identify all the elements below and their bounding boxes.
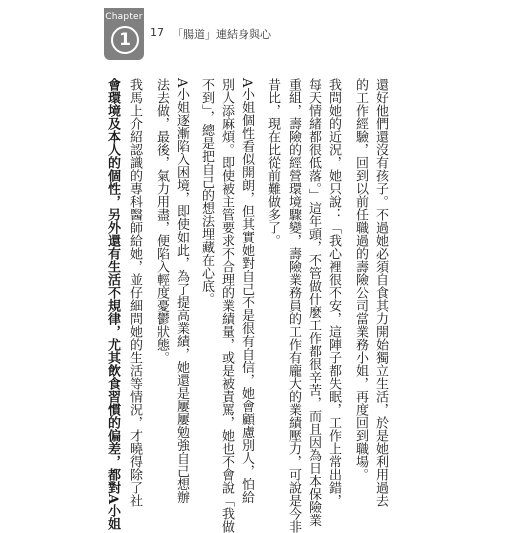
text-column: 重組，壽險的經營環境驟變，壽險業務員的工作有龐大的業績壓力，可說是今非 xyxy=(286,78,301,533)
text-column: A小姐個性看似開朗，但其實她對自己不是很有自信，她會顧慮別人，怕給 xyxy=(239,78,254,504)
text-column: 法去做，最後，氣力用盡，便陷入輕度憂鬱狀態。 xyxy=(154,78,169,364)
chapter-number: 1 xyxy=(111,26,139,54)
text-column: 不到」，總是把自己的想法埋藏在心底。 xyxy=(199,78,214,306)
chapter-label: Chapter xyxy=(105,12,143,22)
chapter-badge xyxy=(104,8,144,60)
text-column: 我問她的近況，她只說：「我心裡很不安，這陣子都失眠，工作上常出錯， xyxy=(326,78,341,507)
page-number: 17 xyxy=(150,26,164,39)
text-column: 我馬上介紹認識的專科醫師給她，並仔細問她的生活等情況，才曉得除了社 xyxy=(127,78,142,507)
text-column: 的工作經驗，回到以前任職過的壽險公司當業務小姐，再度回到職場。 xyxy=(353,78,368,481)
text-column: 每天情緒都很低落。」這年頭，不管做什麼工作都很辛苦，而且因為日本保險業 xyxy=(306,78,321,527)
text-column: 昔比，現在比從前難做多了。 xyxy=(265,78,280,247)
text-column: A小姐逐漸陷入困境，即使如此，為了提高業績，她還是屢屢勉強自己想辦 xyxy=(174,78,189,504)
text-column: 會環境及本人的個性，另外還有生活不規律，尤其飲食習慣的偏差，都對A小姐 xyxy=(105,78,120,531)
text-column: 別人添麻煩。即使被主管要求不合理的業績量，或是被責罵，她也不會說「我做 xyxy=(219,78,234,533)
running-title: 「腸道」連結身與心 xyxy=(172,28,271,41)
text-column: 還好他們還沒有孩子。不過她必須自食其力開始獨立生活，於是她利用過去 xyxy=(373,78,388,507)
